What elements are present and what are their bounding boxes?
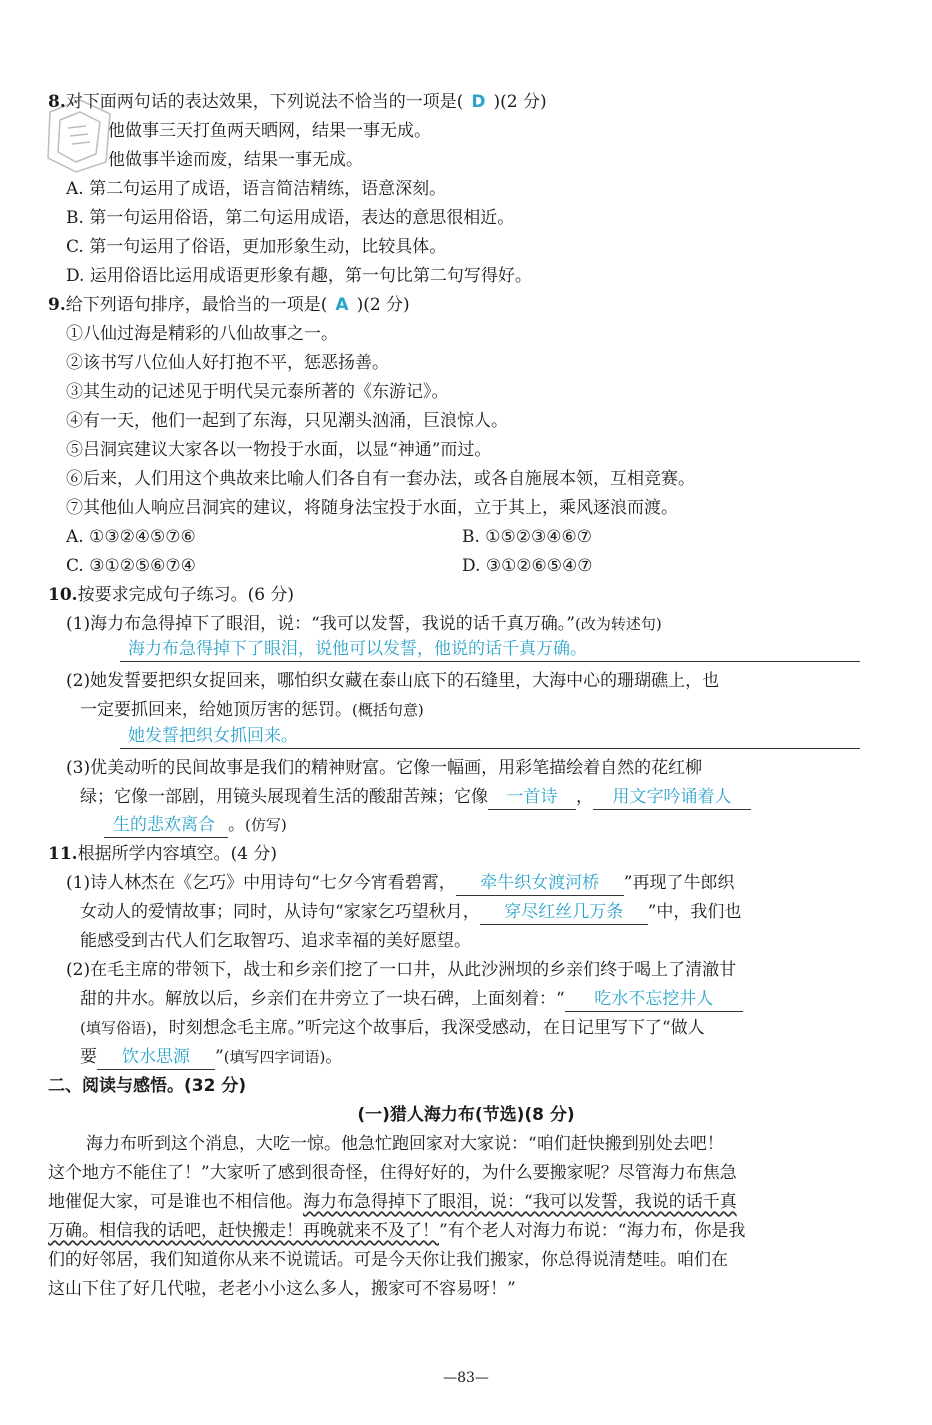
q9-item: ⑤吕洞宾建议大家各以一物投于水面，以显“神通”而过。 (66, 440, 492, 460)
q11-part1-line3: 能感受到古代人们乞取智巧、追求幸福的美好愿望。 (80, 931, 471, 951)
passage-line: 这个地方不能住了！”大家听了感到很奇怪，住得好好的，为什么要搬家呢？尽管海力布焦急 (48, 1163, 737, 1183)
passage-line: 地催促大家，可是谁也不相信他。海力布急得掉下了眼泪，说：“我可以发誓，我说的话千真 (48, 1192, 737, 1212)
q10-number: 10. (48, 585, 78, 605)
q9-option-a: A. ①③②④⑤⑦⑥ (66, 527, 196, 547)
q11-part2-line3: (填写俗语)，时刻想念毛主席。”听完这个故事后，我深受感动，在日记里写下了“做人 (80, 1018, 705, 1038)
q8-sentence-1: 他做事三天打鱼两天晒网，结果一事无成。 (108, 121, 431, 141)
passage-line: 这山下住了好几代啦，老老小小这么多人，搬家可不容易呀！” (48, 1279, 516, 1299)
q9-answer: A (335, 295, 349, 315)
q10-part2-line1: (2)她发誓要把织女捉回来，哪怕织女藏在泰山底下的石缝里，大海中心的珊瑚礁上，也 (66, 671, 720, 691)
passage-title: (一)猎人海力布(节选)(8 分) (357, 1105, 575, 1125)
q9-item: ⑦其他仙人响应吕洞宾的建议，将随身法宝投于水面，立于其上，乘风逐浪而渡。 (66, 498, 678, 518)
q11-part1-blank1: 牵牛织女渡河桥 (456, 871, 624, 896)
wavy-underlined-sentence: 海力布急得掉下了眼泪，说：“我可以发誓，我说的话千真 (303, 1192, 737, 1212)
section-heading: 二、阅读与感悟。(32 分) (48, 1076, 247, 1096)
q10-stem: 10.按要求完成句子练习。(6 分) (48, 585, 295, 605)
q9-option-b: B. ①⑤②③④⑥⑦ (462, 527, 592, 547)
q11-part1-line2: 女动人的爱情故事；同时，从诗句“家家乞巧望秋月， 穿尽红丝几万条 ”中，我们也 (80, 900, 741, 925)
q10-part1-answer: 海力布急得掉下了眼泪，说他可以发誓，他说的话千真万确。 (128, 639, 587, 659)
q11-part2-line4: 要 饮水思源 ”(填写四字词语)。 (80, 1045, 342, 1070)
q10-part1: (1)海力布急得掉下了眼泪，说：“我可以发誓，我说的话千真万确。”(改为转述句) (66, 614, 662, 634)
q11-part2-hint2: (填写四字词语) (223, 1048, 326, 1066)
q11-stem: 11.根据所学内容填空。(4 分) (48, 844, 278, 864)
q8-option-d: D. 运用俗语比运用成语更形象有趣，第一句比第二句写得好。 (66, 266, 532, 286)
q8-option-a: A. 第二句运用了成语，语言简洁精练，语意深刻。 (66, 179, 447, 199)
q11-part1-blank2: 穿尽红丝几万条 (480, 900, 648, 925)
wavy-underlined-sentence: 万确。相信我的话吧，赶快搬走！再晚就来不及了！ (48, 1221, 439, 1241)
q8-answer: D (471, 92, 486, 112)
q10-part3-blank2a: 用文字吟诵着人 (593, 785, 751, 810)
q11-part2-blank2: 饮水思源 (97, 1045, 215, 1070)
passage-line: 们的好邻居，我们知道你从来不说谎话。可是今天你让我们搬家，你总得说清楚哇。咱们在 (48, 1250, 728, 1270)
q11-part2-line2: 甜的井水。解放以后，乡亲们在井旁立了一块石碑，上面刻着：“ 吃水不忘挖井人 (80, 987, 743, 1012)
q11-number: 11. (48, 844, 78, 864)
q9-stem: 9.给下列语句排序，最恰当的一项是( A )(2 分) (48, 295, 410, 315)
q10-part1-hint: (改为转述句) (574, 615, 662, 633)
q9-option-d: D. ③①②⑥⑤④⑦ (462, 556, 593, 576)
q9-item: ③其生动的记述见于明代吴元泰所著的《东游记》。 (66, 382, 449, 402)
passage-line: 海力布听到这个消息，大吃一惊。他急忙跑回家对大家说：“咱们赶快搬到别处去吧！ (86, 1134, 724, 1154)
q10-part3-blank2b: 生的悲欢离合 (104, 813, 228, 838)
q9-number: 9. (48, 295, 66, 315)
q11-part1-line1: (1)诗人林杰在《乞巧》中用诗句“七夕今宵看碧霄， 牵牛织女渡河桥 ”再现了牛郎织 (66, 871, 734, 896)
q10-part2-hint: (概括句意) (352, 701, 424, 719)
q10-part2-line2: 一定要抓回来，给她顶厉害的惩罚。(概括句意) (80, 700, 424, 720)
q8-option-c: C. 第一句运用了俗语，更加形象生动，比较具体。 (66, 237, 447, 257)
q9-item: ②该书写八位仙人好打抱不平，惩恶扬善。 (66, 353, 389, 373)
q10-part3-blank1: 一首诗 (488, 785, 576, 810)
q9-item: ⑥后来，人们用这个典故来比喻人们各自有一套办法，或各自施展本领，互相竞赛。 (66, 469, 695, 489)
q10-part3-line2: 绿；它像一部剧，用镜头展现着生活的酸甜苦辣；它像 一首诗 ， 用文字吟诵着人 (80, 785, 751, 810)
q8-number: 8. (48, 92, 66, 112)
q9-option-c: C. ③①②⑤⑥⑦④ (66, 556, 196, 576)
q9-item: ①八仙过海是精彩的八仙故事之一。 (66, 324, 338, 344)
q10-part3-line3: 生的悲欢离合 。(仿写) (104, 813, 287, 838)
page-number: —83— (443, 1370, 489, 1386)
q8-option-b: B. 第一句运用俗语，第二句运用成语，表达的意思很相近。 (66, 208, 515, 228)
q11-part2-blank1: 吃水不忘挖井人 (565, 987, 743, 1012)
q9-item: ④有一天，他们一起到了东海，只见潮头汹涌，巨浪惊人。 (66, 411, 508, 431)
passage-line: 万确。相信我的话吧，赶快搬走！再晚就来不及了！”有个老人对海力布说：“海力布，你是我 (48, 1221, 746, 1241)
q10-part3-line1: (3)优美动听的民间故事是我们的精神财富。它像一幅画，用彩笔描绘着自然的花红柳 (66, 758, 703, 778)
answer-line (120, 748, 860, 749)
q10-part3-hint: (仿写) (245, 816, 287, 834)
q10-part2-answer: 她发誓把织女抓回来。 (128, 726, 298, 746)
q11-part2-line1: (2)在毛主席的带领下，战士和乡亲们挖了一口井，从此沙洲坝的乡亲们终于喝上了清澈甘 (66, 960, 737, 980)
q8-stem: 8.对下面两句话的表达效果，下列说法不恰当的一项是( D )(2 分) (48, 92, 547, 112)
q8-sentence-2: 他做事半途而废，结果一事无成。 (108, 150, 363, 170)
q11-part2-hint1: (填写俗语) (80, 1019, 152, 1037)
answer-line (120, 661, 860, 662)
